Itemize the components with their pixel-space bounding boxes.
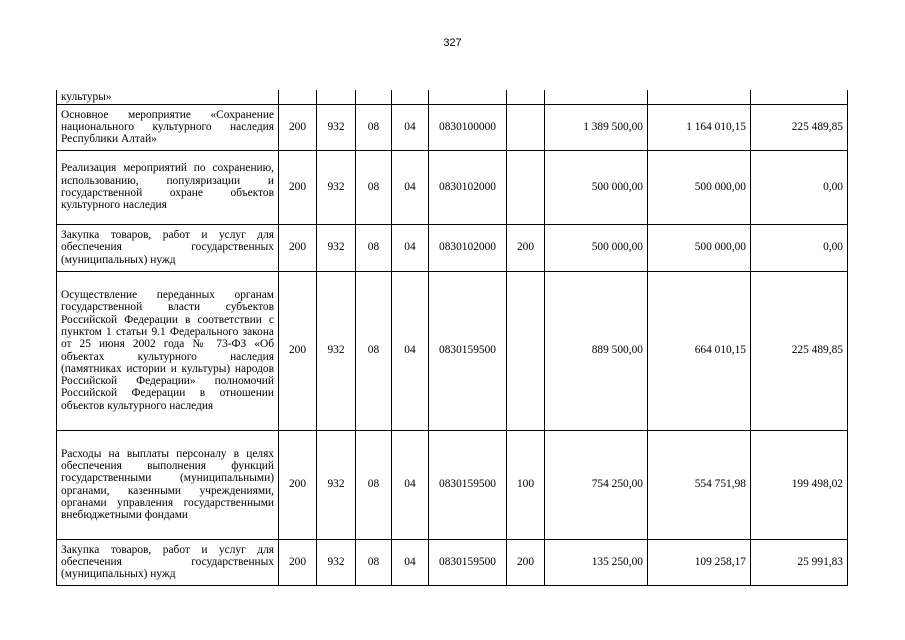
row-gr: 200: [279, 104, 317, 150]
row-code: 932: [317, 271, 356, 430]
row-gr: [279, 90, 317, 104]
row-remainder: 25 991,83: [751, 539, 848, 585]
row-code: 932: [317, 104, 356, 150]
row-executed: 664 010,15: [648, 271, 751, 430]
row-planned: [545, 90, 648, 104]
row-name: Осуществление переданных органам государственной власти субъектов Российской Федерации в соответствии с пунктом 1 статьи 9.1 Федерального закона от 25 июня 2002 года № 73-ФЗ «Об объектах культурного наследия (памятниках истории и культуры) народов Российской Федерации» полномочий Российской Федерации в отношении объектов культурного наследия: [57, 271, 279, 430]
row-subsection: 04: [392, 430, 429, 539]
row-vr: [507, 271, 545, 430]
row-code: 932: [317, 224, 356, 271]
row-name: Основное мероприятие «Сохранение национального культурного наследия Республики Алтай»: [57, 104, 279, 150]
row-section: 08: [356, 539, 392, 585]
row-planned: 135 250,00: [545, 539, 648, 585]
table-row: [57, 150, 848, 224]
page-number: 327: [443, 37, 462, 49]
row-vr: [507, 90, 545, 104]
row-subsection: 04: [392, 539, 429, 585]
row-target: 0830159500: [429, 271, 507, 430]
row-executed: 109 258,17: [648, 539, 751, 585]
table-row: [57, 430, 848, 539]
row-planned: 754 250,00: [545, 430, 648, 539]
row-section: 08: [356, 104, 392, 150]
row-name: Закупка товаров, работ и услуг для обеспечения государственных (муниципальных) нужд: [57, 224, 279, 271]
row-target: 0830100000: [429, 104, 507, 150]
row-name: Закупка товаров, работ и услуг для обеспечения государственных (муниципальных) нужд: [57, 539, 279, 585]
row-target: 0830102000: [429, 224, 507, 271]
table-row: [57, 90, 848, 104]
row-code: 932: [317, 150, 356, 224]
row-remainder: 0,00: [751, 224, 848, 271]
row-section: [356, 90, 392, 104]
row-gr: 200: [279, 224, 317, 271]
row-planned: 1 389 500,00: [545, 104, 648, 150]
row-target: 0830159500: [429, 430, 507, 539]
table-row: [57, 271, 848, 430]
row-remainder: 225 489,85: [751, 271, 848, 430]
row-section: 08: [356, 271, 392, 430]
row-vr: [507, 150, 545, 224]
row-remainder: 225 489,85: [751, 104, 848, 150]
row-vr: 200: [507, 224, 545, 271]
row-gr: 200: [279, 150, 317, 224]
row-subsection: 04: [392, 104, 429, 150]
row-code: 932: [317, 539, 356, 585]
row-executed: [648, 90, 751, 104]
row-gr: 200: [279, 539, 317, 585]
row-code: 932: [317, 430, 356, 539]
row-vr: 100: [507, 430, 545, 539]
row-planned: 500 000,00: [545, 150, 648, 224]
budget-execution-table: [56, 90, 848, 586]
row-code: [317, 90, 356, 104]
row-remainder: [751, 90, 848, 104]
row-section: 08: [356, 224, 392, 271]
row-name: Реализация мероприятий по сохранению, использованию, популяризации и государственной охране объектов культурного наследия: [57, 150, 279, 224]
row-remainder: 199 498,02: [751, 430, 848, 539]
row-name: Расходы на выплаты персоналу в целях обеспечения выполнения функций государственными (муниципальными) органами, казенными учреждениями, органами управления государственными внебюджетными фондами: [57, 430, 279, 539]
row-target: 0830102000: [429, 150, 507, 224]
row-subsection: 04: [392, 224, 429, 271]
row-executed: 500 000,00: [648, 224, 751, 271]
row-planned: 500 000,00: [545, 224, 648, 271]
row-vr: 200: [507, 539, 545, 585]
row-name: культуры»: [57, 90, 279, 104]
row-subsection: 04: [392, 271, 429, 430]
table-row: [57, 539, 848, 585]
row-subsection: [392, 90, 429, 104]
row-vr: [507, 104, 545, 150]
row-target: 0830159500: [429, 539, 507, 585]
row-subsection: 04: [392, 150, 429, 224]
table-row: [57, 224, 848, 271]
row-executed: 1 164 010,15: [648, 104, 751, 150]
row-planned: 889 500,00: [545, 271, 648, 430]
row-gr: 200: [279, 430, 317, 539]
row-remainder: 0,00: [751, 150, 848, 224]
table-row: [57, 104, 848, 150]
row-target: [429, 90, 507, 104]
row-section: 08: [356, 150, 392, 224]
row-gr: 200: [279, 271, 317, 430]
row-section: 08: [356, 430, 392, 539]
row-executed: 500 000,00: [648, 150, 751, 224]
row-executed: 554 751,98: [648, 430, 751, 539]
